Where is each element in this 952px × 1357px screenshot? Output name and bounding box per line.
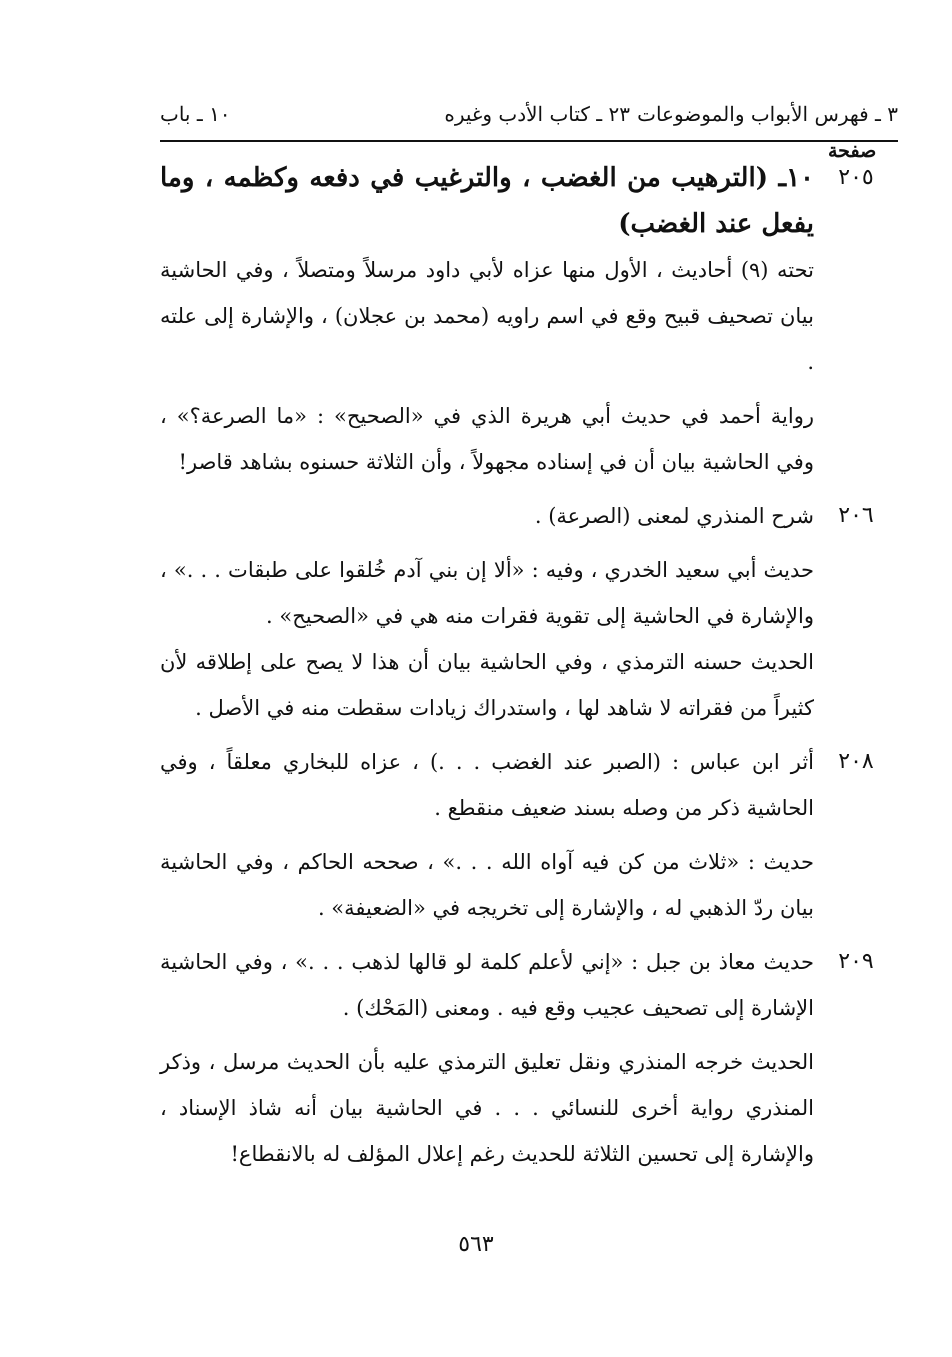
entry-page-number: ٢٠٨: [838, 749, 874, 774]
index-entry: [160, 155, 898, 485]
header-rule: [160, 140, 898, 142]
index-entry: [160, 493, 898, 731]
entry-page-number: ٢٠٦: [838, 503, 874, 528]
page-number: ٥٦٣: [458, 1232, 494, 1257]
entry-paragraph: رواية أحمد في حديث أبي هريرة الذي في «الصحيح» : «ما الصرعة؟» ، وفي الحاشية بيان أن في إسناده مجهولاً ، وأن الثلاثة حسنوه بشاهد قاصر!: [160, 404, 814, 474]
entry-paragraph: حديث : «ثلاث من كن فيه آواه الله . . .» ، صححه الحاكم ، وفي الحاشية بيان ردّ الذهبي له ، والإشارة إلى تخريجه في «الضعيفة» .: [160, 850, 814, 920]
entry-paragraph: حديث معاذ بن جبل : «إني لأعلم كلمة لو قالها لذهب . . .» ، وفي الحاشية الإشارة إلى تصحيف عجيب وقع فيه . ومعنى (المَحْك) .: [160, 950, 814, 1020]
entry-paragraph: تحته (٩) أحاديث ، الأول منها عزاه لأبي داود مرسلاً ومتصلاً ، وفي الحاشية بيان تصحيف قبيح وقع في اسم راويه (محمد بن عجلان) ، والإشارة إلى علته .: [160, 258, 814, 374]
header-middle: ٢٣ ـ كتاب الأدب وغيره: [444, 102, 630, 126]
header-left: ١٠ ـ باب: [160, 102, 231, 126]
section-title: ١٠ـ (الترهيب من الغضب ، والترغيب في دفعه وكظمه ، وما يفعل عند الغضب): [160, 163, 814, 239]
index-entry: [160, 939, 898, 1177]
entry-paragraph: الحديث حسنه الترمذي ، وفي الحاشية بيان أن هذا لا يصح على إطلاقه لأن كثيراً من فقراته لا شاهد لها ، واستدراك زيادات سقطت منه في الأصل .: [160, 650, 814, 720]
index-entries: [160, 155, 898, 1185]
header-right: ٣ ـ فهرس الأبواب والموضوعات: [637, 102, 898, 126]
entry-paragraph: حديث أبي سعيد الخدري ، وفيه : «ألا إن بني آدم خُلقوا على طبقات . . .» ، والإشارة في الحاشية إلى تقوية فقرات منه هي في «الصحيح» .: [160, 558, 814, 628]
running-header: [160, 96, 898, 132]
entry-page-number: ٢٠٩: [838, 949, 874, 974]
entry-paragraph: أثر ابن عباس : (الصبر عند الغضب . . .) ، عزاه للبخاري معلقاً ، وفي الحاشية ذكر من وصله بسند ضعيف منقطع .: [160, 750, 814, 820]
index-entry: [160, 739, 898, 931]
entry-page-number: ٢٠٥: [838, 165, 874, 190]
page-column-label: صفحة: [828, 140, 877, 162]
entry-paragraph: الحديث خرجه المنذري ونقل تعليق الترمذي عليه بأن الحديث مرسل ، وذكر المنذري رواية أخرى للنسائي . . . في الحاشية بيان أنه شاذ الإسناد ، والإشارة إلى تحسين الثلاثة للحديث رغم إعلال المؤلف له بالانقطاع!: [160, 1050, 814, 1166]
entry-paragraph: شرح المنذري لمعنى (الصرعة) .: [534, 504, 814, 528]
